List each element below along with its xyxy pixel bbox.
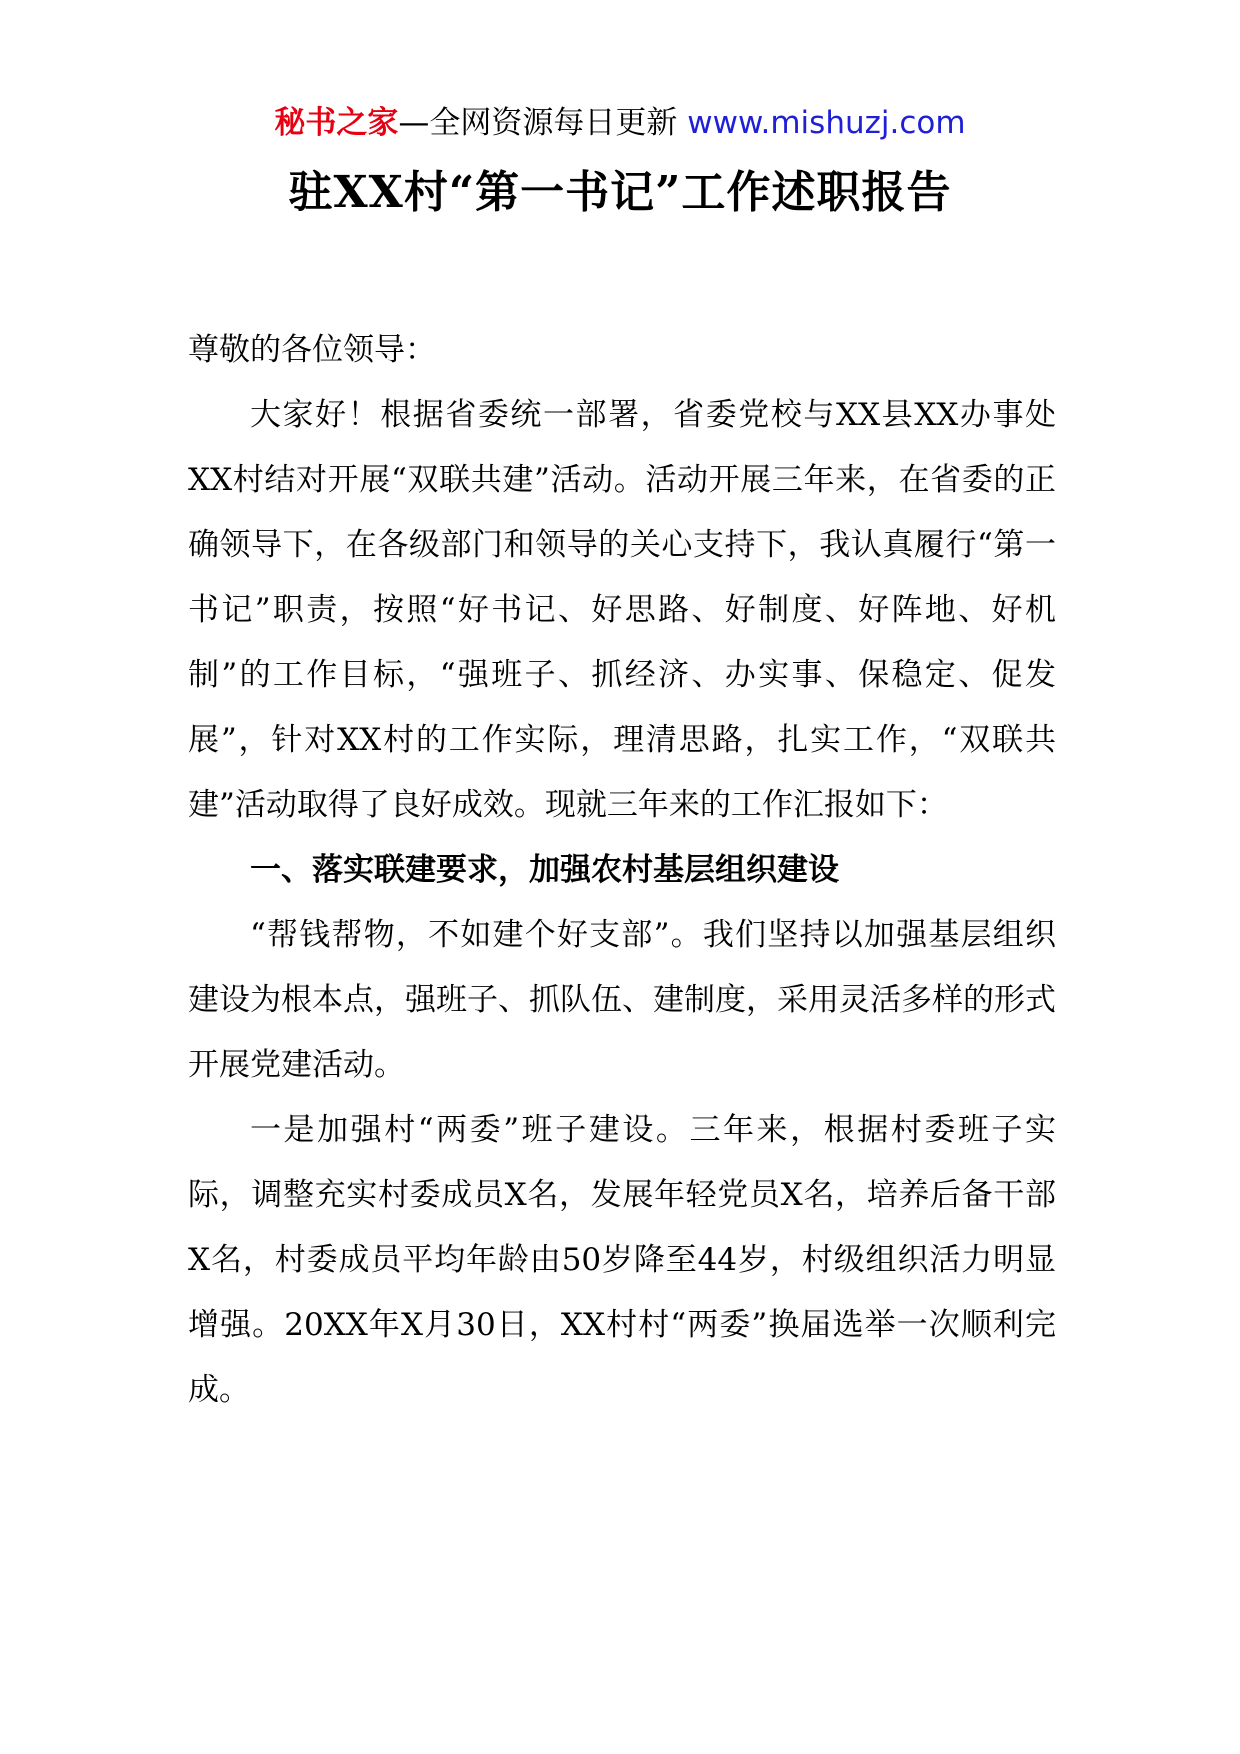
paragraph: “帮钱帮物，不如建个好支部”。我们坚持以加强基层组织建设为根本点，强班子、抓队伍、建制度，采用灵活多样的形式开展党建活动。 bbox=[188, 917, 1056, 1083]
section-heading: 一、落实联建要求，加强农村基层组织建设 bbox=[250, 852, 839, 888]
site-header bbox=[0, 100, 1240, 146]
salutation: 尊敬的各位领导： bbox=[188, 332, 436, 368]
document-body bbox=[188, 318, 1056, 1423]
paragraph: 大家好！根据省委统一部署，省委党校与XX县XX办事处XX村结对开展“双联共建”活动。活动开展三年来，在省委的正确领导下，在各级部门和领导的关心支持下，我认真履行“第一书记”职责，按照“好书记、好思路、好制度、好阵地、好机制”的工作目标，“强班子、抓经济、办实事、保稳定、促发展”，针对XX村的工作实际，理清思路，扎实工作，“双联共建”活动取得了良好成效。现就三年来的工作汇报如下： bbox=[188, 397, 1056, 823]
header-slogan: —全网资源每日更新 bbox=[398, 105, 678, 141]
brand-name: 秘书之家 bbox=[274, 105, 399, 141]
site-url: www.mishuzj.com bbox=[687, 105, 966, 141]
document-title: 驻XX村“第一书记”工作述职报告 bbox=[288, 167, 952, 218]
paragraph: 一是加强村“两委”班子建设。三年来，根据村委班子实际，调整充实村委成员X名，发展年轻党员X名，培养后备干部X名，村委成员平均年龄由50岁降至44岁，村级组织活力明显增强。20XX年X月30日，XX村村“两委”换届选举一次顺利完成。 bbox=[188, 1112, 1056, 1408]
